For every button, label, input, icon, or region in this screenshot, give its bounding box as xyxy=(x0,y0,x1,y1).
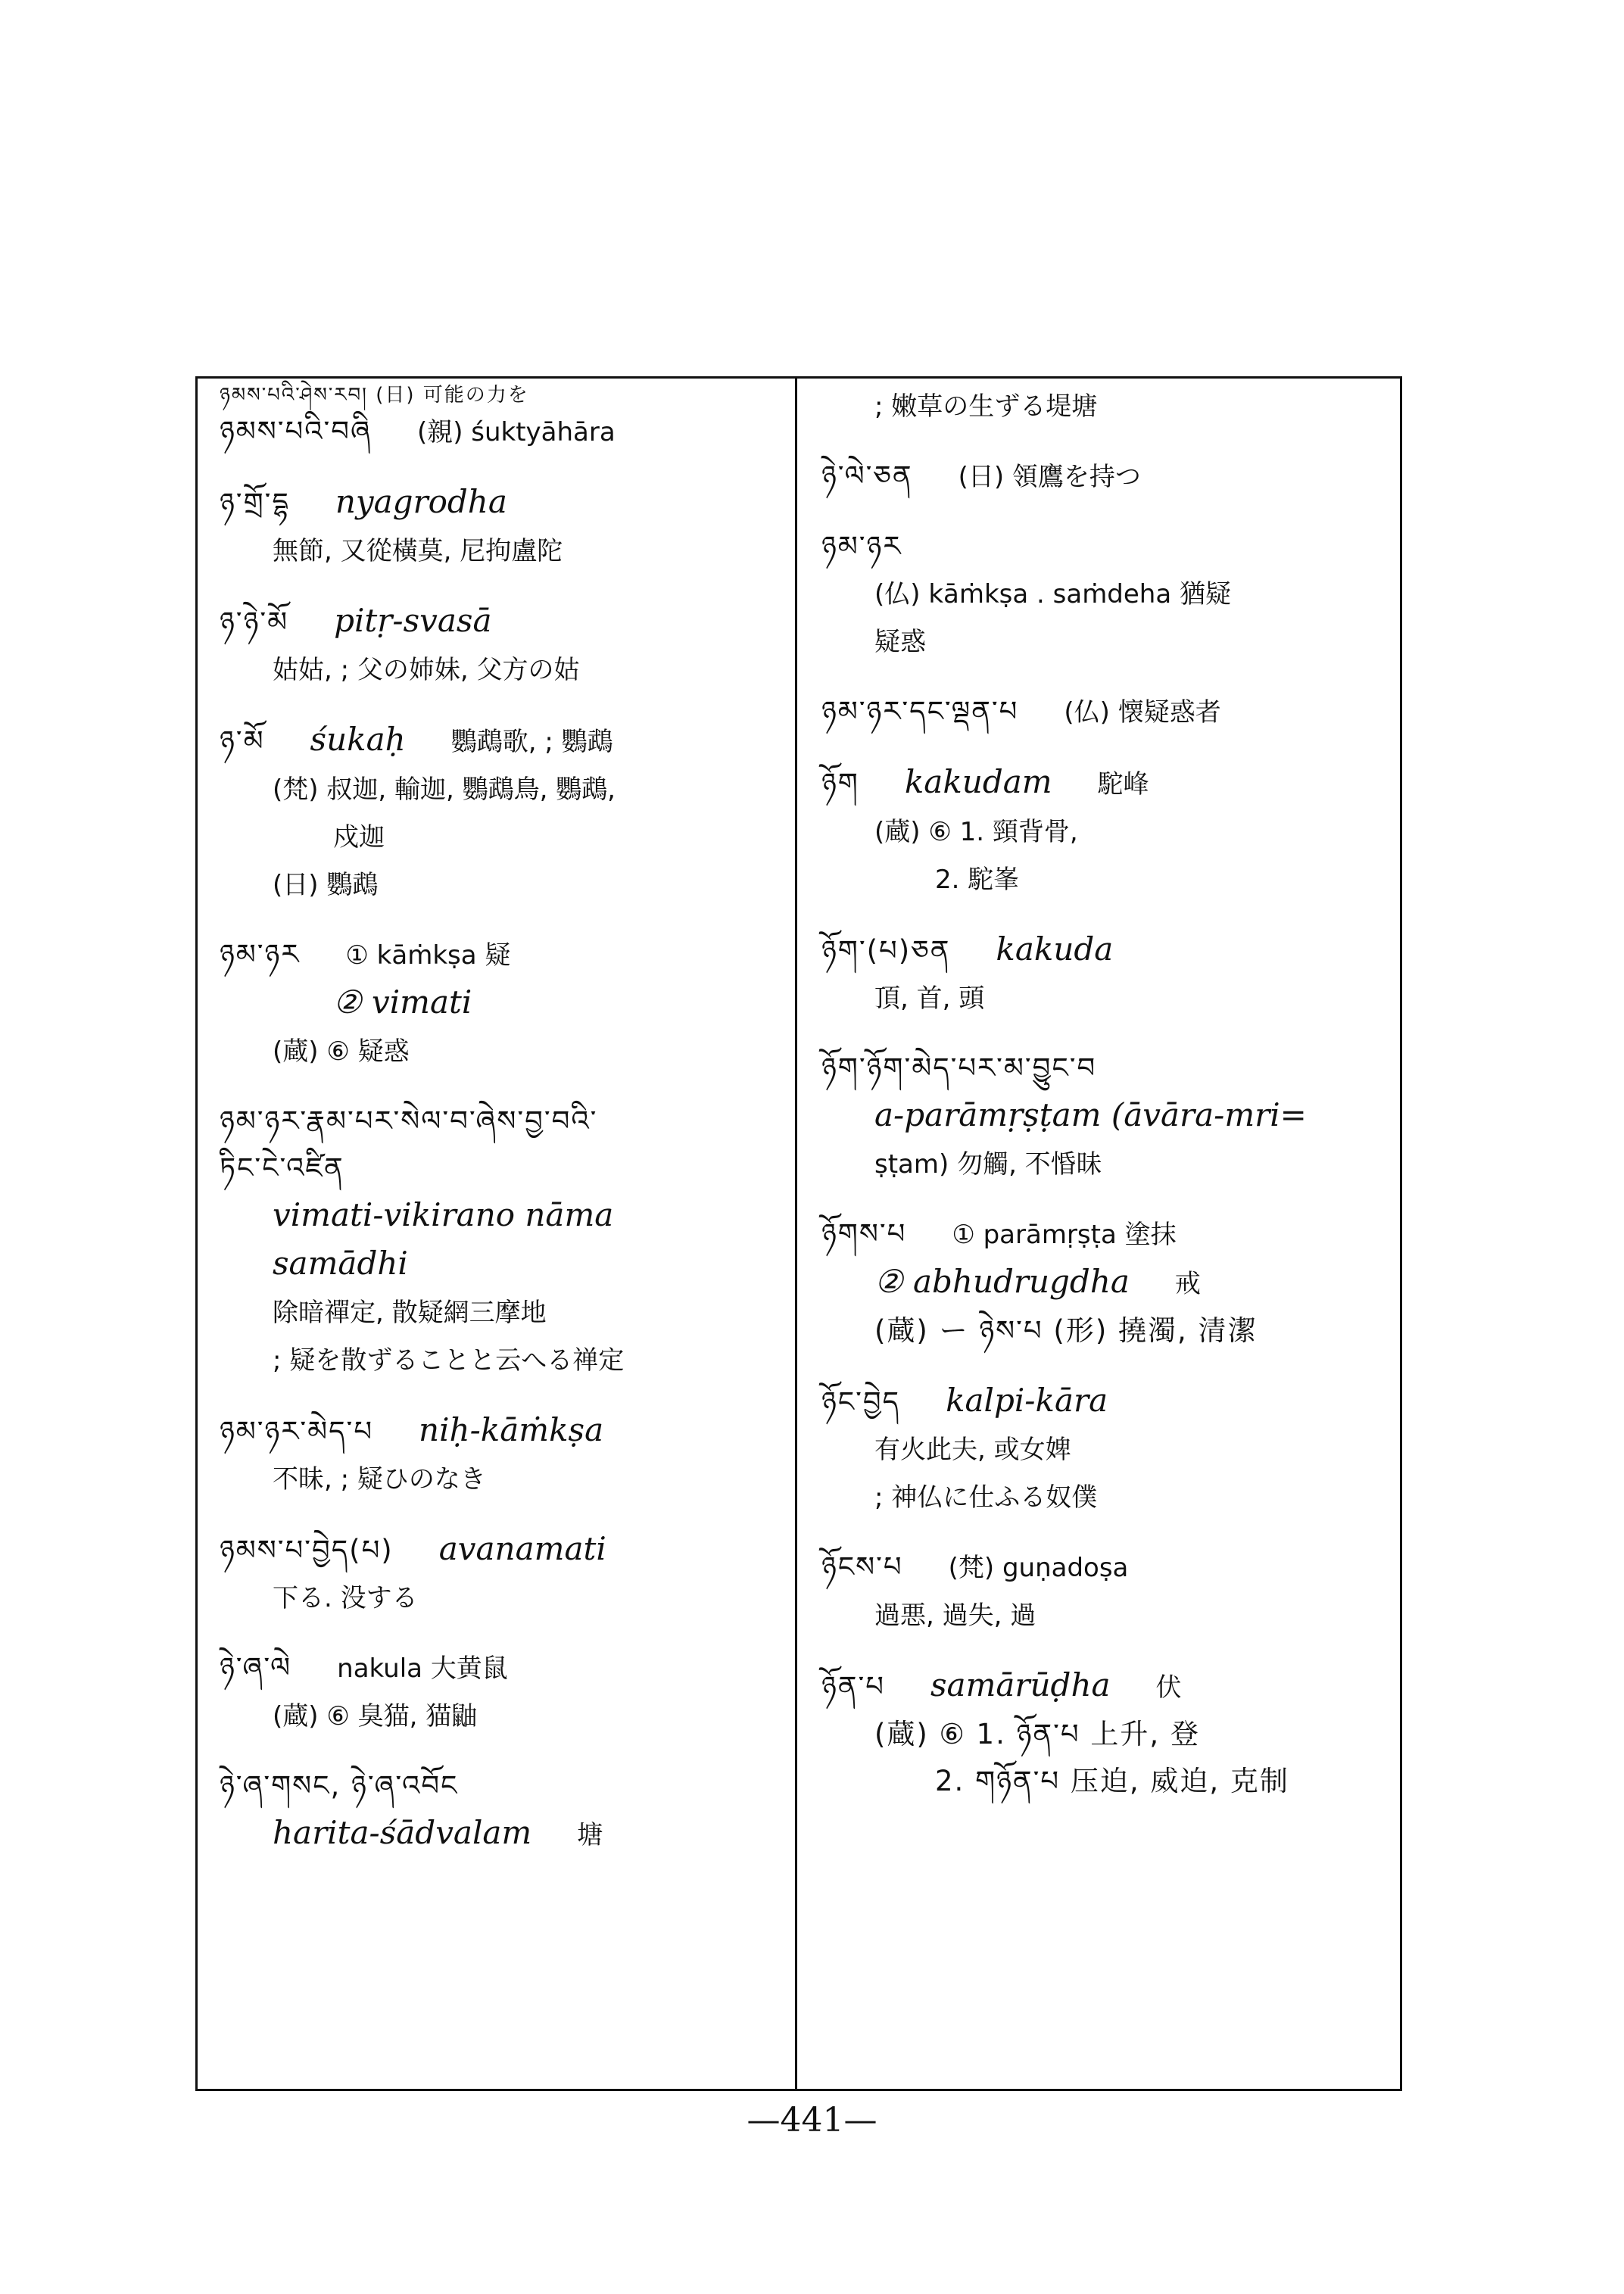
entry-text: ཉོན་པ xyxy=(821,1670,885,1703)
entry-text: ཉམ་ཉར་མེད་པ xyxy=(220,1415,374,1448)
entry-line xyxy=(220,813,803,861)
entry-text: ཏིང་ངེ་འཛིན xyxy=(220,1152,344,1184)
dictionary-entry xyxy=(220,382,803,456)
entry-text: ཉམས་པའི་བཞི xyxy=(220,415,372,447)
entry-line xyxy=(821,1377,1404,1426)
entry-text: ཉེ་ཞ་ལེ xyxy=(220,1651,292,1684)
entry-text: (日) 鸚鵡 xyxy=(273,870,379,900)
entry-text: a-parāmṛṣṭam (āvāra-mri= xyxy=(874,1096,1307,1133)
entry-text: kalpi-kāra xyxy=(946,1382,1108,1419)
entry-line xyxy=(220,716,803,765)
entry-text: (梵) 叔迦, 輸迦, 鸚鵡鳥, 鸚鵡, xyxy=(273,775,616,805)
dictionary-entry xyxy=(821,1045,1404,1188)
entry-line xyxy=(220,931,803,979)
entry-text: 2. 駝峯 xyxy=(935,865,1020,895)
entry-text: 2. གཉོན་པ 压迫, 威迫, 克制 xyxy=(935,1765,1289,1797)
entry-line xyxy=(220,408,803,456)
dictionary-entry xyxy=(821,453,1404,500)
entry-text: (仏) kāṁkṣa . saṁdeha 猶疑 xyxy=(874,579,1232,609)
dictionary-entry xyxy=(821,1662,1404,1805)
entry-text: 伏 xyxy=(1155,1672,1182,1703)
entry-line xyxy=(821,1140,1404,1188)
entry-line xyxy=(220,765,803,813)
entry-text: nyagrodha xyxy=(335,483,507,520)
entry-text: ཉ་མོ xyxy=(220,725,265,757)
entry-text: ཉོག xyxy=(821,767,859,799)
entry-text: (梵) guṇadoṣa xyxy=(948,1553,1129,1583)
entry-text: ཉམ་ཉར xyxy=(220,938,301,971)
entry-text: 除暗禪定, 散疑網三摩地 xyxy=(273,1298,547,1328)
entry-text: ཉོག་(པ)ཅན xyxy=(821,934,951,967)
entry-line xyxy=(821,688,1404,736)
left-column xyxy=(220,382,803,1881)
entry-line xyxy=(821,1092,1404,1140)
entry-text: (蔵) ⑥ 臭猫, 猫鼬 xyxy=(273,1701,478,1731)
entry-line xyxy=(220,1407,803,1455)
entry-line xyxy=(220,1644,803,1692)
entry-line xyxy=(821,1258,1404,1308)
entry-text: 駝峰 xyxy=(1097,769,1149,799)
dictionary-entry xyxy=(821,688,1404,736)
entry-line xyxy=(821,382,1404,430)
entry-text: ; 嫩草の生ずる堤塘 xyxy=(874,391,1098,422)
entry-text: (蔵) ⑥ 疑惑 xyxy=(273,1036,410,1067)
entry-text: ② vimati xyxy=(333,983,472,1021)
entry-line xyxy=(821,759,1404,808)
dictionary-entry xyxy=(821,926,1404,1022)
entry-text: 疑惑 xyxy=(874,627,926,657)
dictionary-entry xyxy=(220,478,803,575)
dictionary-entry xyxy=(220,597,803,693)
entry-line xyxy=(220,1455,803,1503)
entry-text: ཉ་གྲོ་དྷ xyxy=(220,487,290,519)
entry-line xyxy=(821,926,1404,974)
entry-text: nakula 大黄鼠 xyxy=(337,1653,508,1684)
entry-line xyxy=(220,1240,803,1289)
dictionary-entry xyxy=(821,382,1404,430)
entry-line xyxy=(821,856,1404,903)
entry-text: ; 神仏に仕ふる奴僕 xyxy=(874,1482,1098,1513)
entry-text: (仏) 懐疑惑者 xyxy=(1064,697,1221,728)
entry-text: ཉམས་པ་བྱེད(པ) xyxy=(220,1534,394,1566)
entry-text: (蔵) ⑥ 1. ཉོན་པ 上升, 登 xyxy=(874,1718,1200,1750)
entry-text: ① parāmṛṣṭa 塗抹 xyxy=(952,1220,1177,1250)
entry-line xyxy=(220,646,803,693)
page-number: —441— xyxy=(747,2101,877,2140)
entry-line xyxy=(821,570,1404,618)
entry-text: ཉོང་བྱེད xyxy=(821,1385,901,1418)
entry-text: ② abhudrugdha xyxy=(874,1263,1130,1300)
entry-line xyxy=(220,1809,803,1859)
entry-text: ; 疑を散ずることと云へる禅定 xyxy=(273,1345,625,1376)
entry-line xyxy=(220,1098,803,1145)
entry-text: ཉ་ཉེ་མོ xyxy=(220,606,289,638)
entry-line xyxy=(220,1145,803,1192)
right-column xyxy=(821,382,1404,1828)
entry-text: (日) 領鷹を持つ xyxy=(958,462,1141,492)
dictionary-entry xyxy=(220,1644,803,1740)
entry-text: ཉམས་པའི་ཤེས་རབ། (日) 可能の力を xyxy=(220,384,529,407)
entry-text: ཉམ་ཉར་རྣམ་པར་སེལ་བ་ཞེས་བྱ་བའི་ xyxy=(220,1105,598,1137)
entry-line xyxy=(821,1711,1404,1758)
entry-text: 塘 xyxy=(577,1820,603,1850)
entry-text: 鸚鵡歌, ; 鸚鵡 xyxy=(450,727,613,757)
entry-text: ཉོག་ཉོག་མེད་པར་མ་བྱུང་བ xyxy=(821,1052,1097,1084)
entry-text: avanamati xyxy=(438,1530,606,1567)
entry-text: harita-śādvalam xyxy=(273,1814,532,1851)
entry-line xyxy=(821,1308,1404,1354)
dictionary-entry xyxy=(821,523,1404,665)
dictionary-entry xyxy=(220,716,803,909)
entry-text: 姑姑, ; 父の姉妹, 父方の姑 xyxy=(273,655,580,685)
dictionary-entry xyxy=(821,1211,1404,1354)
entry-text: śukaḥ xyxy=(310,721,406,758)
entry-line xyxy=(220,861,803,909)
entry-text: 下る. 没する xyxy=(273,1583,418,1613)
dictionary-entry xyxy=(220,1763,803,1859)
entry-line xyxy=(220,1574,803,1622)
entry-line xyxy=(821,1473,1404,1521)
entry-line xyxy=(821,618,1404,665)
dictionary-entry xyxy=(821,1544,1404,1639)
entry-line xyxy=(220,527,803,575)
entry-text: (蔵) ⑥ 1. 頸背骨, xyxy=(874,817,1078,847)
entry-text: 頂, 首, 頭 xyxy=(874,983,985,1014)
entry-line xyxy=(821,1211,1404,1258)
entry-text: ཉམ་ཉར xyxy=(821,530,902,563)
entry-line xyxy=(821,974,1404,1022)
entry-text: 過悪, 過失, 過 xyxy=(874,1601,1036,1631)
entry-line xyxy=(821,453,1404,500)
entry-line xyxy=(220,382,803,408)
entry-text: ཉོགས་པ xyxy=(821,1217,907,1250)
entry-text: 不昧, ; 疑ひのなき xyxy=(273,1464,486,1495)
entry-line xyxy=(220,1526,803,1574)
entry-line xyxy=(220,597,803,646)
entry-line xyxy=(821,808,1404,856)
dictionary-entry xyxy=(821,1377,1404,1521)
entry-text: ṣṭam) 勿觸, 不惛昧 xyxy=(874,1149,1102,1180)
entry-text: ཉེ་ལེ་ཅན xyxy=(821,460,913,492)
entry-line xyxy=(220,1336,803,1384)
dictionary-entry xyxy=(220,1407,803,1503)
entry-text: (蔵) ー ཉེས་པ (形) 撓濁, 清潔 xyxy=(874,1314,1258,1347)
entry-line xyxy=(821,1758,1404,1805)
entry-text: ཉེ་ཞ་གསང, ཉེ་ཞ་འབོང xyxy=(220,1769,459,1802)
entry-line xyxy=(821,523,1404,570)
entry-line xyxy=(821,1426,1404,1473)
entry-line xyxy=(220,1692,803,1740)
entry-text: samārūḍha xyxy=(930,1666,1111,1703)
entry-line xyxy=(821,1591,1404,1639)
entry-line xyxy=(821,1045,1404,1092)
entry-text: ① kāṁkṣa 疑 xyxy=(345,940,511,971)
entry-text: vimati-vikirano nāma xyxy=(273,1196,614,1233)
entry-text: ཉམ་ཉར་དང་ལྡན་པ xyxy=(821,695,1019,728)
entry-line xyxy=(220,478,803,527)
entry-line xyxy=(220,1027,803,1075)
entry-line xyxy=(220,979,803,1027)
entry-line xyxy=(821,1544,1404,1591)
dictionary-entry xyxy=(220,931,803,1075)
entry-text: 戒 xyxy=(1174,1269,1201,1299)
entry-text: 戍迦 xyxy=(333,822,385,852)
entry-text: samādhi xyxy=(273,1245,408,1282)
entry-line xyxy=(220,1289,803,1336)
entry-text: 無節, 又從橫莫, 尼拘盧陀 xyxy=(273,536,563,566)
entry-text: niḥ-kāṁkṣa xyxy=(419,1411,604,1448)
entry-text: ཉོངས་པ xyxy=(821,1551,903,1583)
entry-line xyxy=(220,1763,803,1809)
dictionary-entry xyxy=(821,759,1404,903)
entry-text: kakudam xyxy=(904,763,1052,800)
entry-text: 有火此夫, 或女婢 xyxy=(874,1435,1071,1465)
entry-text: kakuda xyxy=(996,930,1114,968)
dictionary-entry xyxy=(220,1098,803,1384)
entry-text: pitṛ-svasā xyxy=(334,602,492,639)
entry-line xyxy=(821,1662,1404,1711)
entry-line xyxy=(220,1192,803,1240)
dictionary-entry xyxy=(220,1526,803,1622)
entry-text: (親) śuktyāhāra xyxy=(416,417,616,447)
